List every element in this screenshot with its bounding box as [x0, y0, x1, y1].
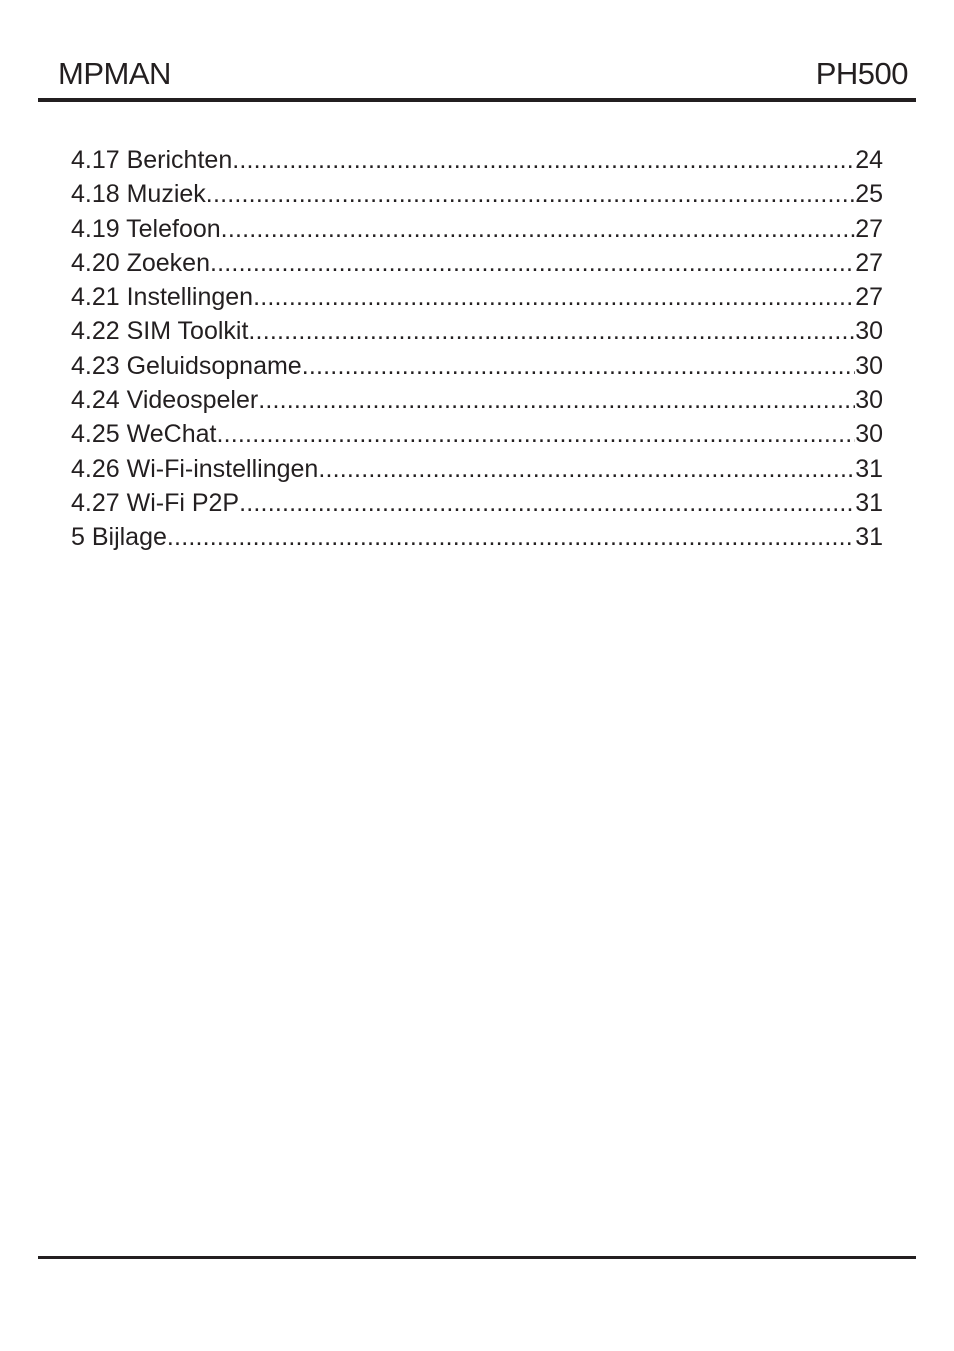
toc-entry-label: 4.26 Wi-Fi-instellingen: [71, 454, 319, 483]
toc-entry-page: 30: [855, 317, 883, 346]
toc-entry-label: 4.22 SIM Toolkit: [71, 317, 249, 346]
toc-leader-dots: [221, 212, 856, 246]
toc-entry: [71, 212, 883, 246]
brand-name: MPMAN: [58, 56, 171, 91]
toc-entry-page: 25: [855, 180, 883, 209]
toc-entry-label: 4.27 Wi-Fi P2P: [71, 488, 240, 517]
toc-entry-page: 24: [855, 146, 883, 174]
page-header: [38, 50, 916, 102]
toc-entry: [71, 280, 883, 314]
toc-entry-label: 5 Bijlage: [71, 523, 167, 552]
toc-leader-dots: [258, 383, 855, 417]
toc-leader-dots: [302, 349, 855, 383]
toc-entry-page: 27: [855, 248, 883, 277]
toc-entry-label: 4.24 Videospeler: [71, 386, 259, 415]
toc-entry: [71, 452, 883, 486]
toc-entry-label: 4.20 Zoeken: [71, 248, 210, 277]
toc-leader-dots: [216, 417, 855, 451]
toc-leader-dots: [206, 177, 855, 211]
toc-entry: [71, 520, 883, 554]
toc-entry: [71, 486, 883, 520]
footer-divider: [38, 1256, 916, 1259]
toc-leader-dots: [239, 486, 855, 520]
toc-entry-page: 30: [855, 386, 883, 415]
toc-leader-dots: [253, 280, 855, 314]
toc-entry-label: 4.18 Muziek: [71, 180, 206, 209]
toc-entry: [71, 314, 883, 348]
toc-entry-label: 4.23 Geluidsopname: [71, 351, 302, 380]
toc-leader-dots: [210, 246, 855, 280]
toc-entry-page: 27: [855, 283, 883, 312]
toc-leader-dots: [167, 520, 855, 554]
toc-entry-label: 4.19 Telefoon: [71, 214, 221, 243]
toc-entry-page: 31: [855, 488, 883, 517]
toc-entry-page: 30: [855, 420, 883, 449]
toc-leader-dots: [318, 452, 855, 486]
toc-entry-page: 30: [855, 351, 883, 380]
toc-entry: [71, 417, 883, 451]
toc-leader-dots: [232, 143, 855, 177]
toc-entry: [71, 177, 883, 211]
toc-entry-label: 4.25 WeChat: [71, 420, 217, 449]
toc-entry: [71, 383, 883, 417]
toc-entry-label: 4.17 Berichten: [71, 146, 233, 174]
toc-entry-page: 31: [855, 523, 883, 552]
header-divider: [38, 98, 916, 102]
toc-leader-dots: [248, 314, 855, 348]
toc-entry-label: 4.21 Instellingen: [71, 283, 254, 312]
toc-entry: [71, 246, 883, 280]
toc-entry-page: 31: [855, 454, 883, 483]
toc-entry: [71, 349, 883, 383]
toc-entry: [71, 143, 883, 177]
table-of-contents: [71, 143, 883, 555]
model-name: PH500: [815, 56, 908, 91]
toc-entry-page: 27: [855, 214, 883, 243]
